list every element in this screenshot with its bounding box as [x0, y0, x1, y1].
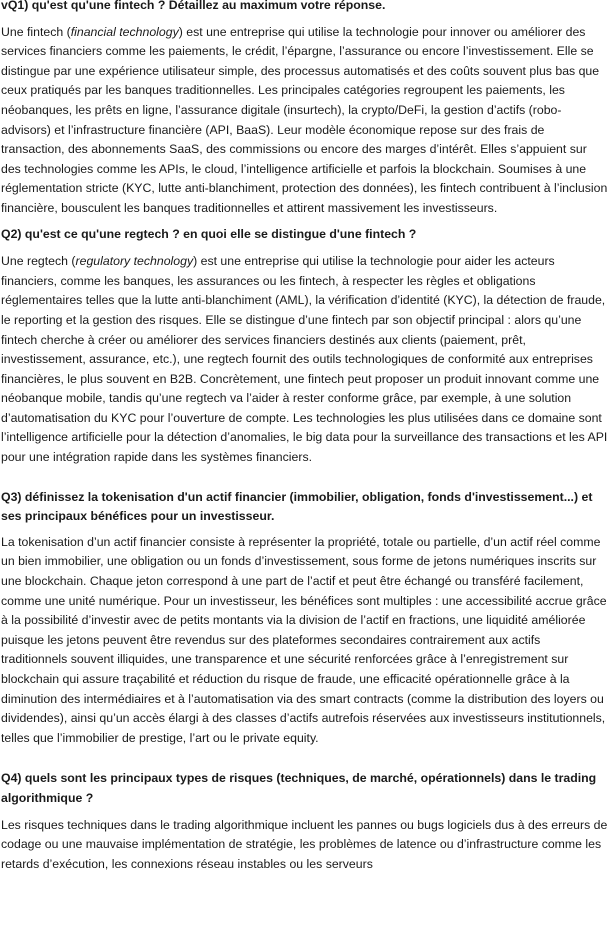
answer-text: Une regtech ( — [1, 254, 76, 269]
answer-text: ) est une entreprise qui utilise la technologie pour aider les acteurs financiers, comme les banques, les assurances ou les fintech, à respecter les règles et obligations réglementaires telles que la lutte anti-blanchiment (AML), la vérification d’identité (KYC), la détection de fraude, le reporting et la gestion des risques. Elle se distingue d’une fintech par son objectif principal : alors qu’une fintech cherche à créer ou améliorer des services financiers destinés aux clients (paiement, prêt, investissement, assurance, etc.), une regtech fournit des outils technologiques de conformité aux entreprises financières, le plus souvent en B2B. Concrètement, une fintech peut proposer un produit innovant comme une néobanque mobile, tandis qu’une regtech va l’aider à rester conforme grâce, par exemple, à une solution d’automatisation du KYC pour l’ouverture de compte. Les technologies les plus utilisées dans ce domaine sont l’intelligence artificielle pour la détection d’anomalies, le big data pour la surveillance des transactions et les API pour une intégration rapide dans les systèmes financiers. — [1, 254, 608, 465]
answer-paragraph: Les risques techniques dans le trading algorithmique incluent les pannes ou bugs logiciels dus à des erreurs de codage ou une mauvaise implémentation de stratégie, les problèmes de latence ou d’infrastructure comme les retards d’exécution, les connexions réseau instables ou les serveurs — [1, 817, 608, 871]
section-q1 — [1, 0, 610, 219]
question-heading: Q4) quels sont les principaux types de risques (techniques, de marché, opérationnels) dans le trading algorithmique ? — [1, 771, 597, 805]
section-q4 — [1, 769, 610, 874]
answer-term: regulatory technology — [75, 254, 194, 269]
answer-text: Une fintech ( — [1, 24, 71, 39]
answer-term: financial technology — [70, 24, 179, 39]
answer-paragraph — [1, 252, 610, 468]
question-heading: Q2) qu'est ce qu'une regtech ? en quoi elle se distingue d'une fintech ? — [1, 226, 417, 241]
section-q2 — [1, 225, 610, 468]
section-q3 — [1, 488, 610, 749]
answer-paragraph: La tokenisation d’un actif financier consiste à représenter la propriété, totale ou partielle, d’un actif réel comme un bien immobilier, une obligation ou un fonds d’investissement, sous forme de jetons numériques inscrits sur une blockchain. Chaque jeton correspond à une part de l’actif et peut être échangé ou transféré facilement, comme une unité numérique. Pour un investisseur, les bénéfices sont multiples : une accessibilité accrue grâce à la possibilité d’investir avec de petits montants via la division de l’actif en fractions, une liquidité améliorée puisque les jetons peuvent être revendus sur des plateformes secondaires contrairement aux actifs traditionnels souvent illiquides, une transparence et une sécurité renforcées grâce à l’enregistrement sur blockchain qui assure traçabilité et réduction du risque de fraude, une efficacité opérationnelle grâce à la diminution des intermédiaires et à l’automatisation via des smart contracts (comme la distribution des loyers ou dividendes), ainsi qu’un accès élargi à des classes d’actifs autrefois réservées aux investisseurs institutionnels, telles que l’immobilier de prestige, l’art ou le private equity. — [1, 534, 607, 745]
question-heading: vQ1) qu'est qu'une fintech ? Détaillez au maximum votre réponse. — [1, 0, 386, 12]
question-heading: Q3) définissez la tokenisation d'un actif financier (immobilier, obligation, fonds d'investissement...) et ses principaux bénéfices pour un investisseur. — [1, 489, 593, 524]
answer-text: ) est une entreprise qui utilise la technologie pour innover ou améliorer des services financiers comme les paiements, le crédit, l’épargne, l’assurance ou encore l’investissement. Elle se distingue par une expérience utilisateur simple, des processus automatisés et des coûts souvent plus bas que ceux pratiqués par les banques traditionnelles. Les principales catégories regroupent les paiements, les néobanques, les prêts en ligne, l’assurance digitale (insurtech), la crypto/DeFi, la gestion d’actifs (robo-advisors) et l’infrastructure financière (API, BaaS). Leur modèle économique repose sur des frais de transaction, des abonnements SaaS, des commissions ou encore des marges d’intérêt. Elles s’appuient sur des technologies comme les APIs, le cloud, l’intelligence artificielle et parfois la blockchain. Soumises à une réglementation stricte (KYC, lutte anti-blanchiment, protection des données), les fintech contribuent à l’inclusion financière, bousculent les banques traditionnelles et attirent massivement les investisseurs. — [1, 24, 608, 215]
answer-paragraph — [1, 23, 610, 219]
